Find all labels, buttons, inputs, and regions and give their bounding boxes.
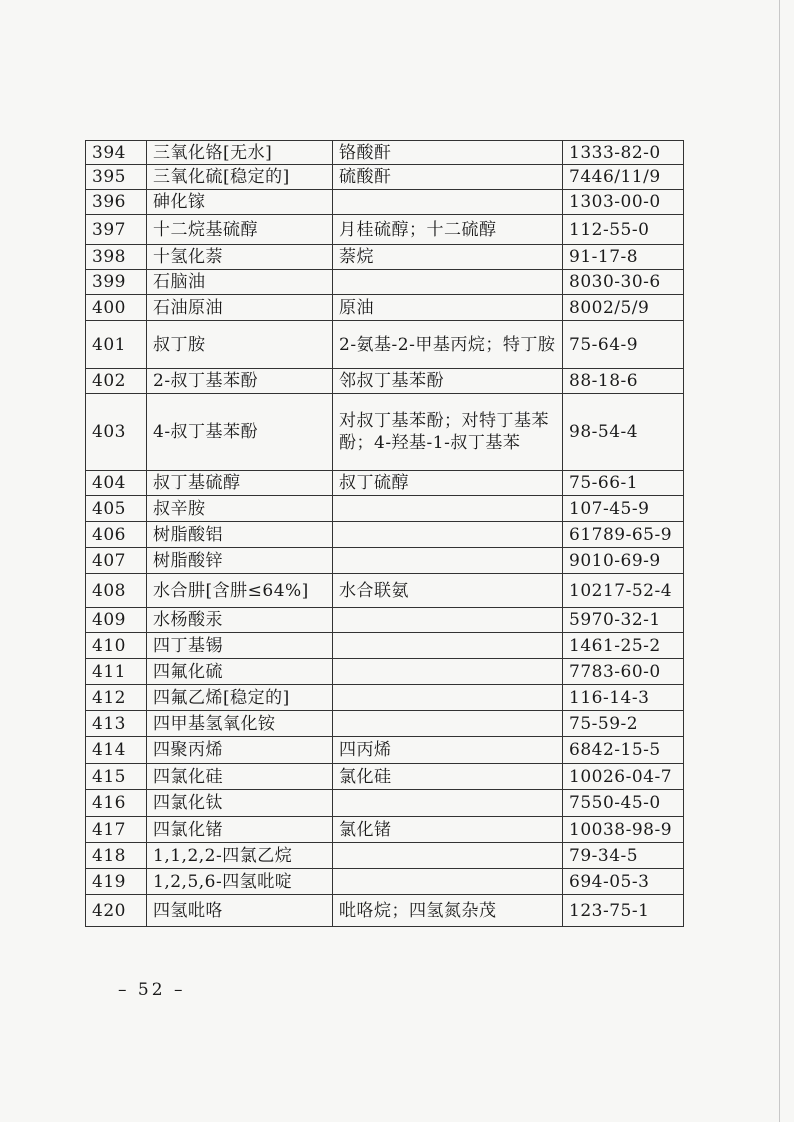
chemical-name-cell: 石脑油 [147,270,333,295]
alias-cell [333,659,563,685]
table-row [86,165,684,190]
table-row [86,633,684,659]
cas-number-cell: 10217-52-4 [563,574,684,608]
cas-number-cell: 10038-98-9 [563,817,684,843]
alias-cell: 叔丁硫醇 [333,471,563,496]
chemical-name-cell: 砷化镓 [147,190,333,215]
row-number-cell: 400 [86,295,147,321]
cas-number-cell: 75-59-2 [563,711,684,737]
chemical-name-cell: 叔辛胺 [147,496,333,522]
cas-number-cell: 112-55-0 [563,215,684,245]
row-number-cell: 406 [86,522,147,548]
cas-number-cell: 8030-30-6 [563,270,684,295]
table-row [86,394,684,471]
cas-number-cell: 7446/11/9 [563,165,684,190]
table-row [86,321,684,369]
table-row [86,369,684,394]
chemical-table-body [86,141,684,927]
table-row [86,522,684,548]
page-number: – 52 – [118,980,186,1000]
cas-number-cell: 79-34-5 [563,843,684,869]
alias-cell [333,548,563,574]
chemical-name-cell: 四甲基氢氧化铵 [147,711,333,737]
alias-cell [333,522,563,548]
cas-number-cell: 9010-69-9 [563,548,684,574]
cas-number-cell: 75-64-9 [563,321,684,369]
table-row [86,574,684,608]
chemical-name-cell: 2-叔丁基苯酚 [147,369,333,394]
table-row [86,711,684,737]
row-number-cell: 419 [86,869,147,895]
chemical-name-cell: 四氟化硫 [147,659,333,685]
chemical-name-cell: 叔丁基硫醇 [147,471,333,496]
chemical-table [85,140,684,927]
alias-cell [333,633,563,659]
chemical-name-cell: 树脂酸锌 [147,548,333,574]
table-row [86,685,684,711]
alias-cell: 四丙烯 [333,737,563,764]
cas-number-cell: 123-75-1 [563,895,684,927]
table-row [86,548,684,574]
alias-cell [333,843,563,869]
cas-number-cell: 6842-15-5 [563,737,684,764]
alias-cell [333,711,563,737]
table-row [86,659,684,685]
cas-number-cell: 1303-00-0 [563,190,684,215]
row-number-cell: 414 [86,737,147,764]
row-number-cell: 398 [86,245,147,270]
table-row [86,843,684,869]
cas-number-cell: 10026-04-7 [563,764,684,790]
chemical-name-cell: 四丁基锡 [147,633,333,659]
cas-number-cell: 694-05-3 [563,869,684,895]
alias-cell: 邻叔丁基苯酚 [333,369,563,394]
cas-number-cell: 8002/5/9 [563,295,684,321]
chemical-name-cell: 四氢吡咯 [147,895,333,927]
row-number-cell: 407 [86,548,147,574]
table-row [86,737,684,764]
table-row [86,295,684,321]
cas-number-cell: 7550-45-0 [563,790,684,817]
row-number-cell: 412 [86,685,147,711]
chemical-name-cell: 四氯化钛 [147,790,333,817]
row-number-cell: 418 [86,843,147,869]
row-number-cell: 409 [86,608,147,633]
alias-cell [333,608,563,633]
alias-cell: 水合联氨 [333,574,563,608]
row-number-cell: 396 [86,190,147,215]
cas-number-cell: 61789-65-9 [563,522,684,548]
alias-cell: 原油 [333,295,563,321]
table-row [86,869,684,895]
table-row [86,141,684,165]
row-number-cell: 403 [86,394,147,471]
alias-cell [333,190,563,215]
row-number-cell: 401 [86,321,147,369]
table-row [86,608,684,633]
table-row [86,215,684,245]
chemical-name-cell: 十二烷基硫醇 [147,215,333,245]
table-row [86,496,684,522]
cas-number-cell: 7783-60-0 [563,659,684,685]
row-number-cell: 413 [86,711,147,737]
row-number-cell: 404 [86,471,147,496]
row-number-cell: 410 [86,633,147,659]
alias-cell [333,790,563,817]
chemical-name-cell: 四氟乙烯[稳定的] [147,685,333,711]
row-number-cell: 397 [86,215,147,245]
chemical-name-cell: 1,2,5,6-四氢吡啶 [147,869,333,895]
chemical-name-cell: 水杨酸汞 [147,608,333,633]
table-row [86,190,684,215]
row-number-cell: 415 [86,764,147,790]
chemical-name-cell: 三氧化铬[无水] [147,141,333,165]
chemical-name-cell: 1,1,2,2-四氯乙烷 [147,843,333,869]
table-row [86,245,684,270]
table-row [86,895,684,927]
chemical-name-cell: 四氯化锗 [147,817,333,843]
cas-number-cell: 107-45-9 [563,496,684,522]
alias-cell: 硫酸酐 [333,165,563,190]
alias-cell: 对叔丁基苯酚；对特丁基苯酚；4-羟基-1-叔丁基苯 [333,394,563,471]
alias-cell: 吡咯烷；四氢氮杂茂 [333,895,563,927]
alias-cell: 氯化硅 [333,764,563,790]
alias-cell [333,270,563,295]
cas-number-cell: 1333-82-0 [563,141,684,165]
chemical-name-cell: 十氢化萘 [147,245,333,270]
row-number-cell: 399 [86,270,147,295]
row-number-cell: 402 [86,369,147,394]
chemical-name-cell: 三氧化硫[稳定的] [147,165,333,190]
alias-cell: 铬酸酐 [333,141,563,165]
page-edge-line [779,0,780,1122]
table-row [86,790,684,817]
chemical-name-cell: 四氯化硅 [147,764,333,790]
row-number-cell: 411 [86,659,147,685]
chemical-name-cell: 石油原油 [147,295,333,321]
row-number-cell: 417 [86,817,147,843]
alias-cell: 氯化锗 [333,817,563,843]
cas-number-cell: 91-17-8 [563,245,684,270]
alias-cell: 萘烷 [333,245,563,270]
chemical-name-cell: 树脂酸铝 [147,522,333,548]
alias-cell: 月桂硫醇；十二硫醇 [333,215,563,245]
cas-number-cell: 116-14-3 [563,685,684,711]
cas-number-cell: 5970-32-1 [563,608,684,633]
alias-cell: 2-氨基-2-甲基丙烷；特丁胺 [333,321,563,369]
alias-cell [333,685,563,711]
table-row [86,764,684,790]
cas-number-cell: 88-18-6 [563,369,684,394]
row-number-cell: 405 [86,496,147,522]
row-number-cell: 408 [86,574,147,608]
row-number-cell: 416 [86,790,147,817]
cas-number-cell: 98-54-4 [563,394,684,471]
chemical-name-cell: 四聚丙烯 [147,737,333,764]
chemical-name-cell: 4-叔丁基苯酚 [147,394,333,471]
table-row [86,471,684,496]
row-number-cell: 394 [86,141,147,165]
cas-number-cell: 75-66-1 [563,471,684,496]
cas-number-cell: 1461-25-2 [563,633,684,659]
table-row [86,270,684,295]
row-number-cell: 420 [86,895,147,927]
chemical-name-cell: 叔丁胺 [147,321,333,369]
chemical-name-cell: 水合肼[含肼≤64%] [147,574,333,608]
alias-cell [333,496,563,522]
table-row [86,817,684,843]
row-number-cell: 395 [86,165,147,190]
alias-cell [333,869,563,895]
